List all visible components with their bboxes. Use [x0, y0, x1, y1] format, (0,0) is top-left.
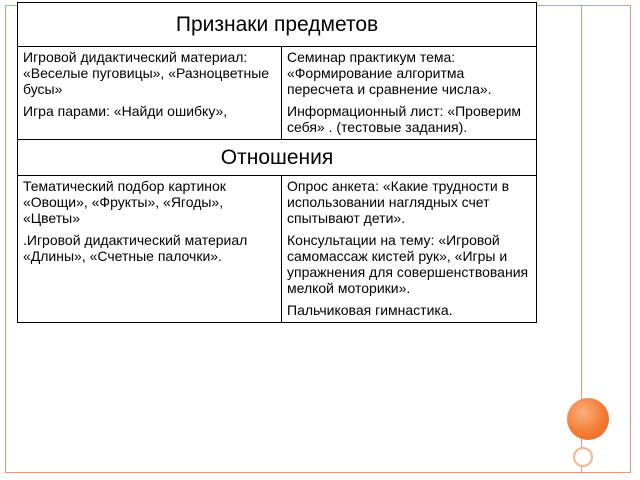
paragraph: .Игровой дидактический материал «Длины», «Счетные палочки».	[23, 232, 248, 264]
paragraph: Пальчиковая гимнастика.	[287, 302, 453, 318]
paragraph: Консультации на тему: «Игровой самомассаж кистей рук», «Игры и упражнения для совершенствования мелкой моторики».	[287, 232, 529, 296]
white-circle-decoration	[573, 447, 593, 467]
section-title-relations: Отношения	[18, 140, 537, 176]
cell-relations-left	[18, 176, 282, 323]
paragraph: Игра парами: «Найди ошибку»,	[23, 103, 228, 119]
paragraph: Тематический подбор картинок «Овощи», «Фрукты», «Ягоды», «Цветы»	[23, 178, 226, 226]
cell-features-left	[18, 47, 282, 140]
section-content-row	[18, 176, 537, 323]
cell-features-right	[282, 47, 537, 140]
orange-circle-decoration	[567, 398, 609, 440]
paragraph: Игровой дидактический материал: «Веселые пуговицы», «Разноцветные бусы»	[23, 49, 270, 97]
section-title-features: Признаки предметов	[18, 3, 537, 47]
paragraph: Опрос анкета: «Какие трудности в использовании наглядных счет спытывают дети».	[287, 178, 510, 226]
content-table	[17, 2, 537, 323]
section-content-row	[18, 47, 537, 140]
paragraph: Семинар практикум тема: «Формирование алгоритма пересчета и сравнение числа».	[287, 49, 492, 97]
cell-relations-right	[282, 176, 537, 323]
paragraph: Информационный лист: «Проверим себя» . (тестовые задания).	[287, 103, 522, 135]
section-header-row	[18, 140, 537, 176]
section-header-row	[18, 3, 537, 47]
